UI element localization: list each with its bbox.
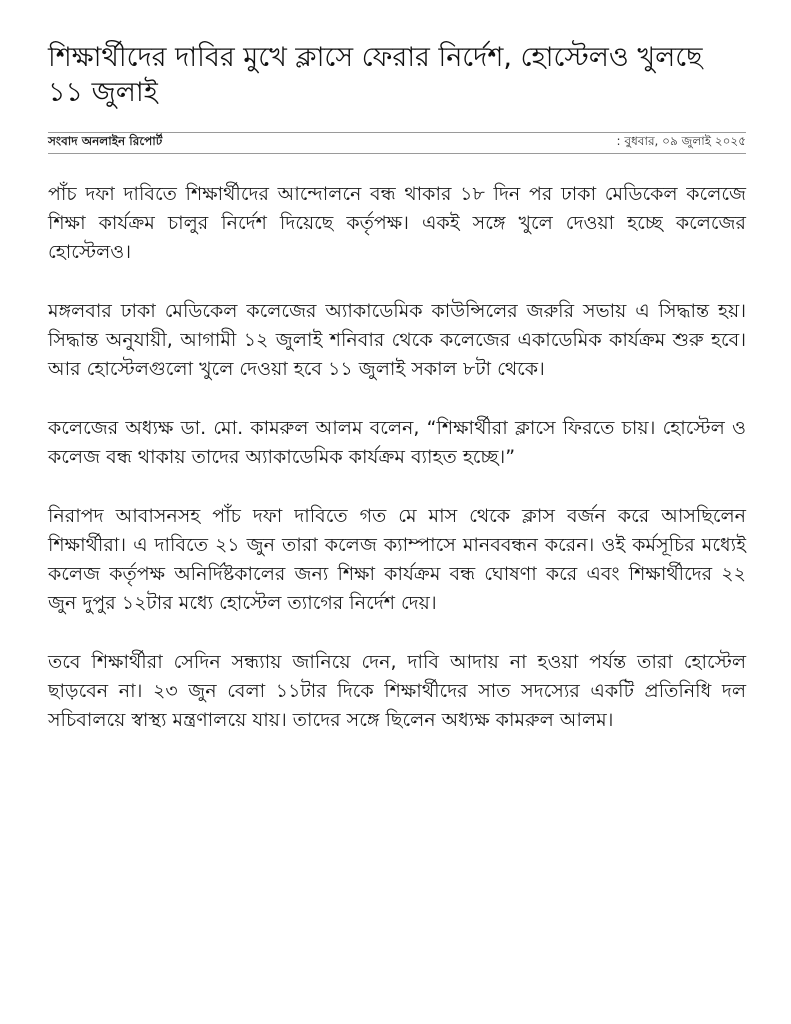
meta-bar bbox=[48, 132, 746, 154]
paragraph-4: নিরাপদ আবাসনসহ পাঁচ দফা দাবিতে গত মে মাস থেকে ক্লাস বর্জন করে আসছিলেন শিক্ষার্থীরা। এ দাবিতে ২১ জুন তারা কলেজ ক্যাম্পাসে মানববন্ধন করেন। ওই কর্মসূচির মধ্যেই কলেজ কর্তৃপক্ষ অনির্দিষ্টকালের জন্য শিক্ষা কার্যক্রম বন্ধ ঘোষণা করে এবং শিক্ষার্থীদের ২২ জুন দুপুর ১২টার মধ্যে হোস্টেল ত্যাগের নির্দেশ দেয়। bbox=[48, 505, 746, 614]
paragraph-3: কলেজের অধ্যক্ষ ডা. মো. কামরুল আলম বলেন, “শিক্ষার্থীরা ক্লাসে ফিরতে চায়। হোস্টেল ও কলেজ বন্ধ থাকায় তাদের অ্যাকাডেমিক কার্যক্রম ব্যাহত হচ্ছে।” bbox=[48, 417, 746, 468]
paragraph-5: তবে শিক্ষার্থীরা সেদিন সন্ধ্যায় জানিয়ে দেন, দাবি আদায় না হওয়া পর্যন্ত তারা হোস্টেল ছাড়বেন না। ২৩ জুন বেলা ১১টার দিকে শিক্ষার্থীদের সাত সদস্যের একটি প্রতিনিধি দল সচিবালয়ে স্বাস্থ্য মন্ত্রণালয়ে যায়। তাদের সঙ্গে ছিলেন অধ্যক্ষ কামরুল আলম। bbox=[48, 651, 746, 731]
paragraph-1: পাঁচ দফা দাবিতে শিক্ষার্থীদের আন্দোলনে বন্ধ থাকার ১৮ দিন পর ঢাকা মেডিকেল কলেজে শিক্ষা কার্যক্রম চালুর নির্দেশ দিয়েছে কর্তৃপক্ষ। একই সঙ্গে খুলে দেওয়া হচ্ছে কলেজের হোস্টেলও। bbox=[48, 183, 746, 263]
article-body bbox=[48, 180, 746, 735]
publish-date: : বুধবার, ০৯ জুলাই ২০২৫ bbox=[616, 134, 746, 148]
headline: শিক্ষার্থীদের দাবির মুখে ক্লাসে ফেরার নির্দেশ, হোস্টেলও খুলছে ১১ জুলাই bbox=[48, 42, 703, 108]
byline: সংবাদ অনলাইন রিপোর্ট bbox=[48, 134, 163, 148]
paragraph-2: মঙ্গলবার ঢাকা মেডিকেল কলেজের অ্যাকাডেমিক কাউন্সিলের জরুরি সভায় এ সিদ্ধান্ত হয়। সিদ্ধান্ত অনুযায়ী, আগামী ১২ জুলাই শনিবার থেকে কলেজের একাডেমিক কার্যক্রম শুরু হবে। আর হোস্টেলগুলো খুলে দেওয়া হবে ১১ জুলাই সকাল ৮টা থেকে। bbox=[48, 300, 746, 380]
article bbox=[48, 0, 746, 765]
